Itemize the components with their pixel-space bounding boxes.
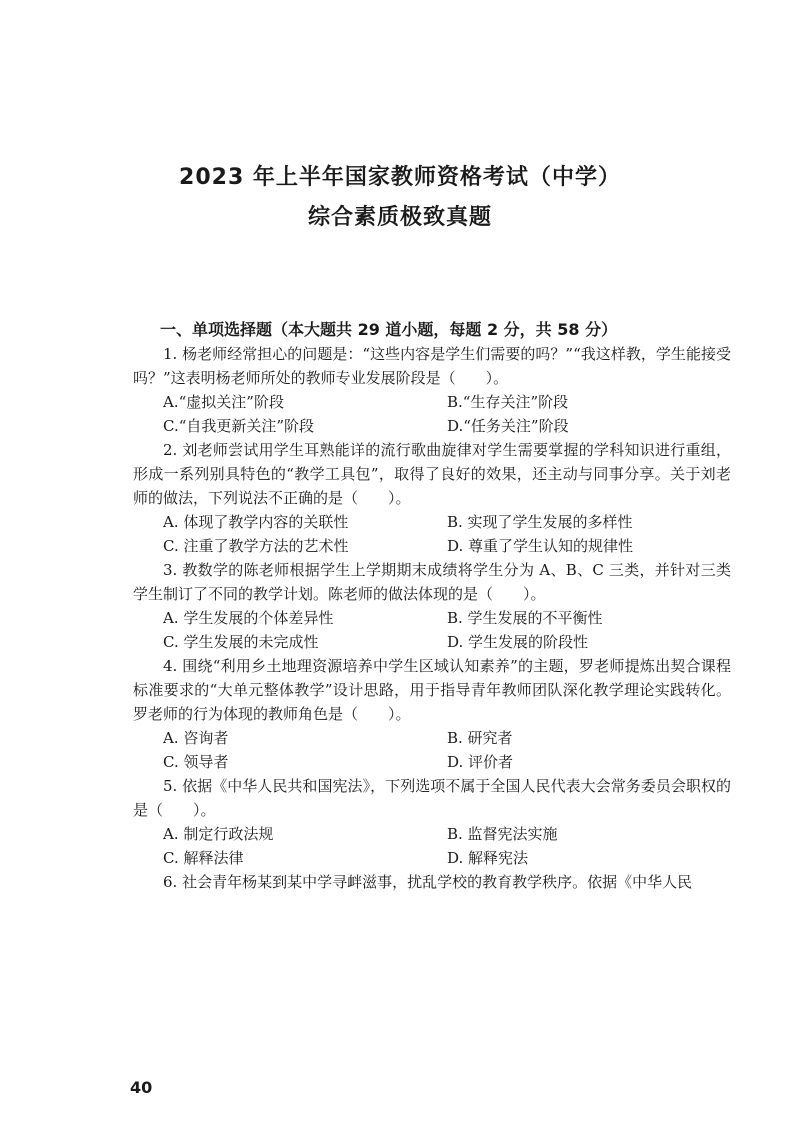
option-d: D. 学生发展的阶段性 xyxy=(447,633,589,651)
exam-subtitle: 综合素质极致真题 xyxy=(307,205,492,230)
question-3-options xyxy=(163,606,731,654)
section-heading: 一、单项选择题（本大题共 29 道小题，每题 2 分，共 58 分） xyxy=(160,320,618,339)
option-b: B.“生存关注”阶段 xyxy=(447,393,569,411)
question-5-options xyxy=(163,822,731,870)
option-c: C.“自我更新关注”阶段 xyxy=(163,417,315,435)
option-d: D. 尊重了学生认知的规律性 xyxy=(447,537,634,555)
question-2-options xyxy=(163,510,731,558)
option-c: C. 学生发展的未完成性 xyxy=(163,633,319,651)
title-block xyxy=(0,158,800,238)
question-4-options xyxy=(163,726,731,774)
option-b: B. 研究者 xyxy=(447,729,513,747)
question-3: 3. 教数学的陈老师根据学生上学期期末成绩将学生分为 A、B、C 三类，并针对三类学生制订了不同的教学计划。陈老师的做法体现的是（ ）。 xyxy=(133,561,731,603)
question-1: 1. 杨老师经常担心的问题是：“这些内容是学生们需要的吗？”“我这样教，学生能接受吗？”这表明杨老师所处的教师专业发展阶段是（ ）。 xyxy=(133,345,731,387)
question-6: 6. 社会青年杨某到某中学寻衅滋事，扰乱学校的教育教学秩序。依据《中华人民 xyxy=(163,873,693,891)
option-c: C. 解释法律 xyxy=(163,849,244,867)
question-1-options xyxy=(163,390,731,438)
option-d: D.“任务关注”阶段 xyxy=(447,417,569,435)
option-d: D. 评价者 xyxy=(447,753,514,771)
question-4: 4. 围绕“利用乡土地理资源培养中学生区域认知素养”的主题，罗老师提炼出契合课程标准要求的“大单元整体教学”设计思路，用于指导青年教师团队深化教学理论实践转化。罗老师的行为体现的教师角色是（ ）。 xyxy=(133,657,731,723)
option-d: D. 解释宪法 xyxy=(447,849,529,867)
page-number: 40 xyxy=(130,1078,153,1097)
exam-title: 2023 年上半年国家教师资格考试（中学） xyxy=(179,165,621,190)
question-5: 5. 依据《中华人民共和国宪法》，下列选项不属于全国人民代表大会常务委员会职权的是（ ）。 xyxy=(133,777,731,819)
option-a: A.“虚拟关注”阶段 xyxy=(163,393,284,411)
question-2: 2. 刘老师尝试用学生耳熟能详的流行歌曲旋律对学生需要掌握的学科知识进行重组，形成一系列别具特色的“教学工具包”，取得了良好的效果，还主动与同事分享。关于刘老师的做法，下列说法不正确的是（ ）。 xyxy=(133,441,731,507)
option-a: A. 制定行政法规 xyxy=(163,825,274,843)
option-a: A. 咨询者 xyxy=(163,729,229,747)
option-b: B. 监督宪法实施 xyxy=(447,825,558,843)
option-c: C. 领导者 xyxy=(163,753,229,771)
exam-content xyxy=(133,318,731,894)
option-c: C. 注重了教学方法的艺术性 xyxy=(163,537,349,555)
option-b: B. 实现了学生发展的多样性 xyxy=(447,513,633,531)
option-a: A. 学生发展的个体差异性 xyxy=(163,609,334,627)
option-b: B. 学生发展的不平衡性 xyxy=(447,609,603,627)
option-a: A. 体现了教学内容的关联性 xyxy=(163,513,349,531)
